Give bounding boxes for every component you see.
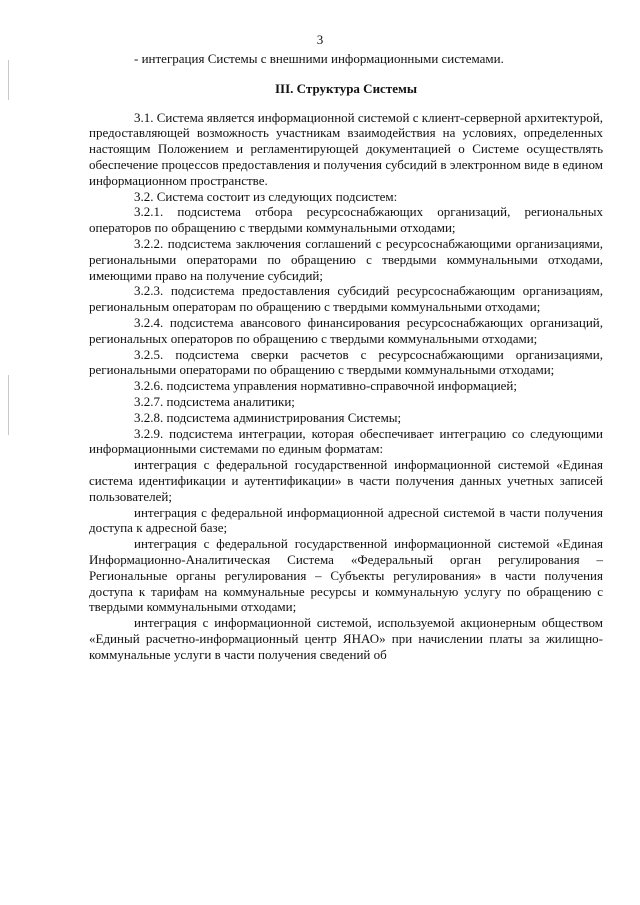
paragraph: интеграция с федеральной государственной информационной системой «Единая система идентификации и аутентификации» в части получения данных учетных записей пользователей; [89, 457, 603, 504]
paragraph: 3.2.7. подсистема аналитики; [134, 393, 295, 409]
paragraph: 3.2.8. подсистема администрирования Системы; [134, 409, 402, 425]
paragraph: 3.2.6. подсистема управления нормативно-справочной информацией; [134, 378, 518, 394]
paragraph: интеграция с федеральной государственной информационной системой «Единая Информационно-Аналитическая Система «Федеральный орган регулирования – Региональные органы регулирования – Субъекты регулирования» в части получения доступа к тарифам на коммунальные ресурсы и коммунальную услугу по обращению с твердыми коммунальными отходами; [89, 536, 603, 615]
scan-margin-mark [8, 60, 9, 100]
paragraph: 3.2.5. подсистема сверки расчетов с ресурсоснабжающими организациями, региональными операторами по обращению с твердыми коммунальными отходами; [89, 346, 603, 378]
document-body [89, 51, 603, 662]
paragraph: интеграция с информационной системой, используемой акционерным обществом «Единый расчетно-информационный центр ЯНАО» при начислении платы за жилищно-коммунальные услуги в части получения сведений об [89, 615, 603, 662]
paragraph: интеграция с федеральной информационной адресной системой в части получения доступа к адресной базе; [89, 504, 603, 536]
page-number: 3 [316, 32, 324, 47]
paragraph: 3.2.3. подсистема предоставления субсидий ресурсоснабжающим организациям, региональным операторам по обращению с твердыми коммунальными отходами; [89, 283, 603, 315]
paragraph: 3.2.2. подсистема заключения соглашений с ресурсоснабжающими организациями, региональными операторами по обращению с твердыми коммунальными отходами, имеющими право на получение субсидий; [89, 235, 603, 283]
paragraph: - интеграция Системы с внешними информационными системами. [134, 51, 504, 66]
section-heading: III. Структура Системы [275, 80, 417, 96]
scan-margin-mark [8, 375, 9, 435]
paragraph: 3.2.1. подсистема отбора ресурсоснабжающих организаций, региональных операторов по обращению с твердыми коммунальными отходами; [89, 204, 603, 236]
paragraph: 3.2. Система состоит из следующих подсистем: [134, 188, 398, 204]
paragraph: 3.2.9. подсистема интеграции, которая обеспечивает интеграцию со следующими информационными системами по единым форматам: [89, 425, 603, 457]
paragraph: 3.1. Система является информационной системой с клиент-серверной архитектурой, предоставляющей возможность участникам взаимодействия на условиях, определенных настоящим Положением и регламентирующей документацией о Системе осуществлять обеспечение процессов предоставления и получения субсидий в электронном виде в едином информационном пространстве. [89, 109, 603, 188]
paragraph: 3.2.4. подсистема авансового финансирования ресурсоснабжающих организаций, региональных операторов по обращению с твердыми коммунальными отходами; [89, 314, 603, 346]
